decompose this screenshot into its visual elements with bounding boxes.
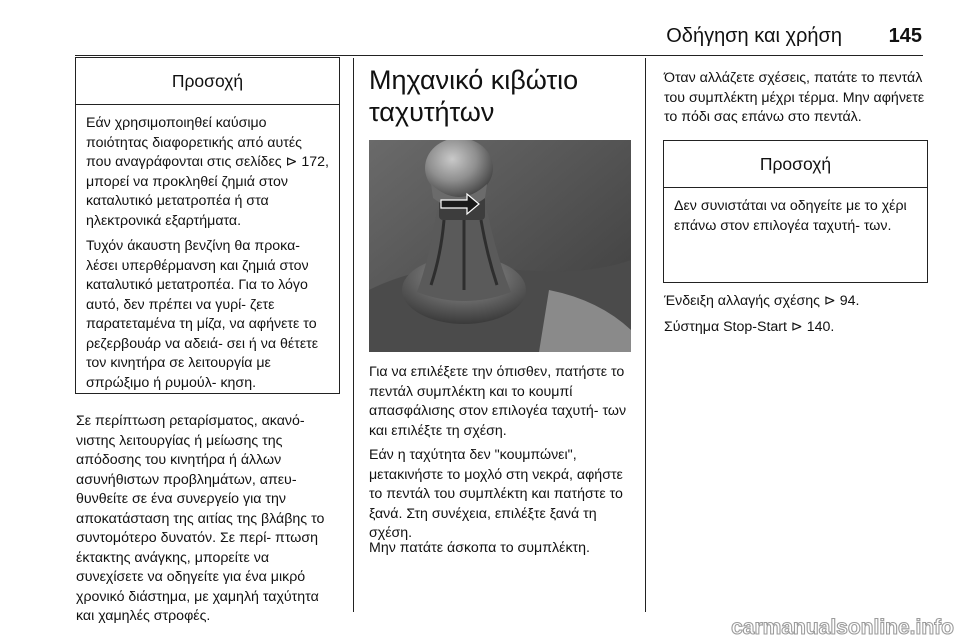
header-title: Οδήγηση και χρήση bbox=[666, 25, 842, 47]
caution-paragraph: Εάν χρησιμοποιηθεί καύσιμο ποιότητας διαφορετικής από αυτές που αναγράφονται στις σελίδες ⊳ 172, μπορεί να προκληθεί ζημιά στον καταλυτικό μετατροπέα ή στα ηλεκτρονικά εξαρτήματα. bbox=[86, 115, 329, 229]
cross-reference: Σύστημα Stop-Start ⊳ 140. bbox=[664, 319, 835, 335]
caution-body bbox=[76, 105, 339, 393]
gear-shift-photo bbox=[369, 140, 631, 352]
header-rule bbox=[75, 55, 923, 56]
cross-reference: Ένδειξη αλλαγής σχέσης ⊳ 94. bbox=[664, 293, 860, 309]
caution-box bbox=[663, 140, 928, 283]
caution-body bbox=[664, 188, 927, 236]
body-paragraph: Όταν αλλάζετε σχέσεις, πατάτε το πεντάλ του συμπλέκτη μέχρι τέρμα. Μην αφήνετε το πόδι σας επάνω στο πεντάλ. bbox=[664, 70, 925, 125]
section-title: Μηχανικό κιβώτιο ταχυτήτων bbox=[369, 65, 579, 127]
caution-paragraph: Τυχόν άκαυστη βενζίνη θα προκα- λέσει υπερθέρμανση και ζημιά στον καταλυτικό μετατροπέα. Για το λόγο αυτό, δεν πρέπει να γυρί- ζετε παρατεταμένα τη μίζα, να αφήνετε το ρεζερβουάρ να αδειά- σει ή να θέτετε τον κινητήρα σε λειτουργία με σπρώξιμο ή ρυμούλ- κηση. bbox=[86, 238, 319, 391]
body-paragraph: Σε περίπτωση ρεταρίσματος, ακανό- νιστης λειτουργίας ή μείωσης της απόδοσης του κινητήρα ή άλλων ασυνήθιστων προβλημάτων, απευ- θυνθείτε σε ένα συνεργείο για την αποκατάσταση της αιτίας της βλάβης το συντομότερο δυνατόν. Σε περί- πτωση έκτακτης ανάγκης, μπορείτε να συνεχίσετε να οδηγείτε για ένα μικρό χρονικό διάστημα, με χαμηλή ταχύτητα και χαμηλές στροφές. bbox=[76, 413, 325, 624]
page-number: 145 bbox=[888, 25, 922, 47]
caution-heading: Προσοχή bbox=[664, 141, 927, 188]
watermark-logo bbox=[706, 612, 956, 642]
caution-box bbox=[75, 57, 340, 394]
body-paragraph: Για να επιλέξετε την όπισθεν, πατήστε το πεντάλ συμπλέκτη και το κουμπί απασφάλισης στον επιλογέα ταχυτή- των και επιλέξτε τη σχέση. bbox=[369, 364, 627, 439]
caution-heading: Προσοχή bbox=[76, 58, 339, 105]
watermark-text: carmanualsonline.info bbox=[731, 616, 954, 639]
body-paragraph: Μην πατάτε άσκοπα το συμπλέκτη. bbox=[369, 540, 590, 556]
column-divider-right bbox=[645, 58, 646, 612]
column-divider-left bbox=[353, 58, 354, 612]
body-paragraph: Εάν η ταχύτητα δεν "κουμπώνει", μετακινήστε το μοχλό στη νεκρά, αφήστε το πεντάλ του συμπλέκτη και πατήστε το ξανά. Στη συνέχεια, επιλέξτε ξανά τη σχέση. bbox=[369, 447, 623, 541]
caution-paragraph: Δεν συνιστάται να οδηγείτε με το χέρι επάνω στον επιλογέα ταχυτή- των. bbox=[674, 198, 907, 234]
